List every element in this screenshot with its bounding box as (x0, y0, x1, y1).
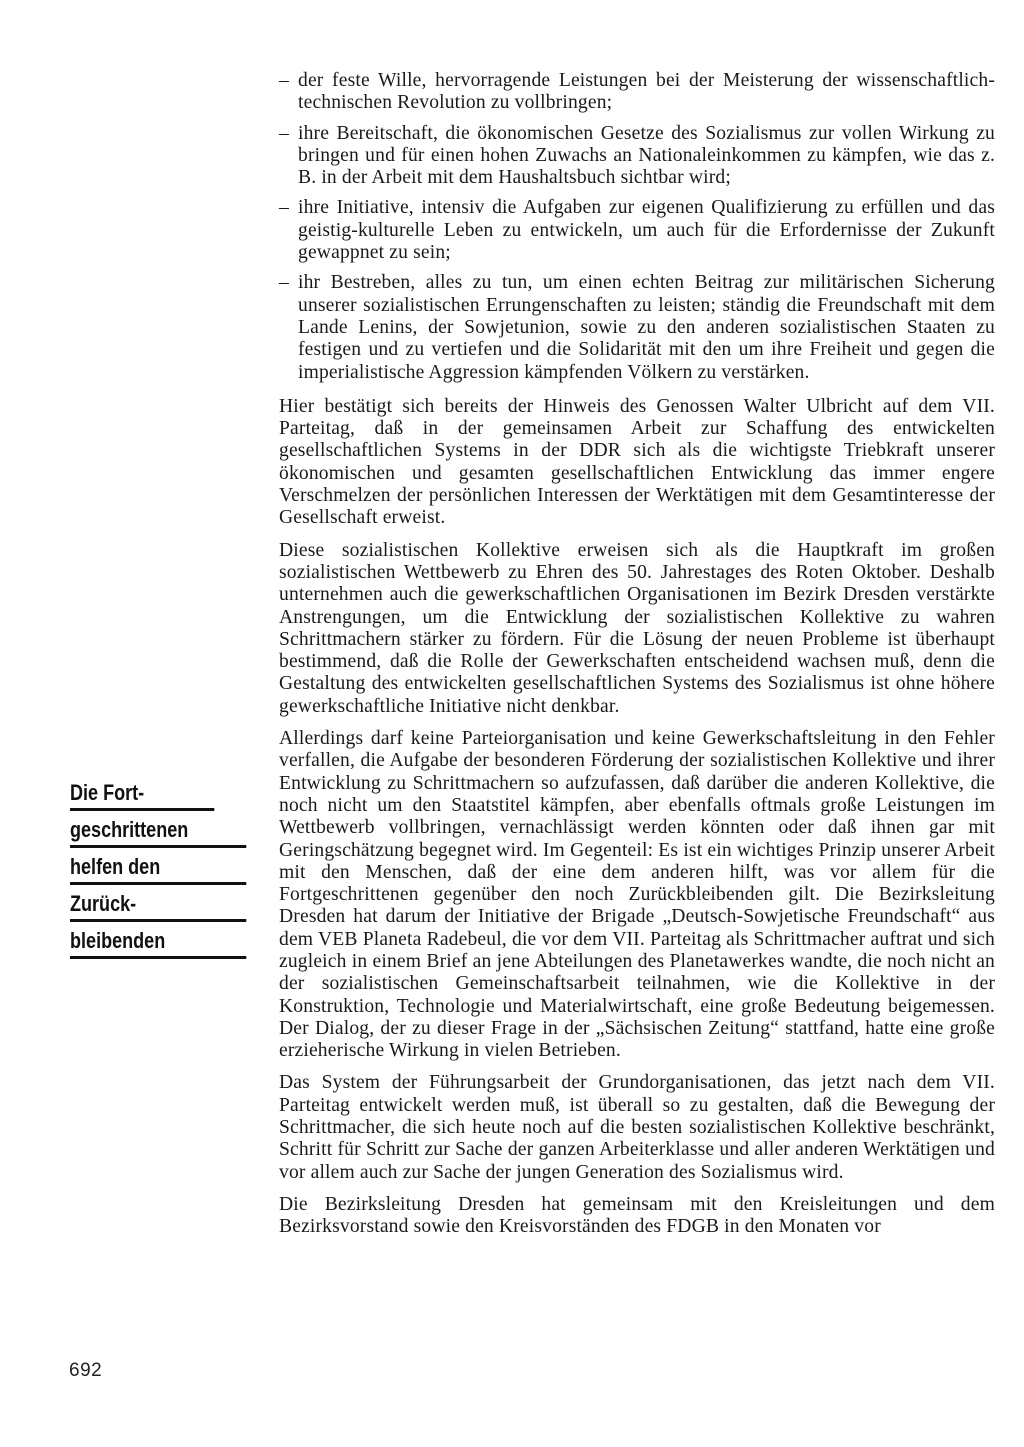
page-number: 692 (69, 1360, 103, 1381)
main-text-column (279, 70, 995, 1249)
dash-marker: – (279, 70, 289, 91)
marginal-heading-line: Zurück- (70, 888, 246, 922)
body-paragraph: Die Bezirksleitung Dresden hat gemeinsam mit den Kreisleitungen und dem Bezirksvorstand sowie den Kreisvorständen des FDGB in den Monaten vor (279, 1193, 995, 1238)
marginal-heading-line: geschrittenen (70, 814, 246, 848)
bullet-text: ihre Initiative, intensiv die Aufgaben zur eigenen Qualifizierung zu erfüllen und das geistig-kulturelle Leben zu entwickeln, um auch für die Erfordernisse der Zukunft gewappnet zu sein; (298, 197, 995, 264)
dash-marker: – (279, 197, 289, 219)
body-paragraph: Hier bestätigt sich bereits der Hinweis des Genossen Walter Ulbricht auf dem VII. Parteitag, daß in der gemeinsamen Arbeit zur Schaffung des entwickelten gesellschaftlichen Systems in der DDR sich als die wichtigste Triebkraft unserer ökonomischen und gesamten gesellschaftlichen Entwicklung das immer engere Verschmelzen der persönlichen Interessen der Werktätigen mit dem Gesamtinteresse der Gesellschaft erweist. (279, 395, 995, 529)
marginal-heading-line: bleibenden (70, 925, 246, 959)
bullet-list (279, 70, 995, 384)
bullet-item (279, 272, 995, 383)
dash-marker: – (279, 122, 289, 144)
bullet-text: der feste Wille, hervorragende Leistungen bei der Meisterung der wissenschaftlich-technischen Revolution zu vollbringen; (298, 70, 995, 114)
bullet-item (279, 123, 995, 190)
bullet-text: ihre Bereitschaft, die ökonomischen Gesetze des Sozialismus zur vollen Wirkung zu bringen und für einen hohen Zuwachs an Nationaleinkommen zu kämpfen, wie das z. B. in der Arbeit mit dem Haushaltsbuch sichtbar wird; (298, 122, 995, 189)
marginal-heading-line: Die Fort- (70, 777, 214, 811)
bullet-item (279, 70, 995, 115)
marginal-heading (70, 777, 246, 962)
bullet-item (279, 197, 995, 264)
body-paragraph: Das System der Führungsarbeit der Grundorganisationen, das jetzt nach dem VII. Parteitag entwickelt werden muß, ist überall so zu gestalten, daß die Bewegung der Schrittmacher, die sich heute noch auf die besten sozialistischen Kollektive beschränkt, Schritt für Schritt zur Sache der ganzen Arbeiterklasse und aller anderen Werktätigen und vor allem auch zur Sache der jungen Generation des Sozialismus wird. (279, 1072, 995, 1183)
marginal-heading-line: helfen den (70, 851, 246, 885)
dash-marker: – (279, 272, 289, 294)
bullet-text: ihr Bestreben, alles zu tun, um einen echten Beitrag zur militärischen Sicherung unserer sozialistischen Errungenschaften zu leisten; ständig die Freundschaft mit dem Lande Lenins, der Sowjetunion, sowie zu den anderen sozialistischen Staaten zu festigen und zu vertiefen und die Solidarität mit den um ihre Freiheit und gegen die imperialistische Aggression kämpfenden Völkern zu verstärken. (298, 272, 995, 383)
body-paragraph: Diese sozialistischen Kollektive erweisen sich als die Hauptkraft im großen sozialistischen Wettbewerb zu Ehren des 50. Jahrestages des Roten Oktober. Deshalb unternehmen auch die gewerkschaftlichen Organisationen im Bezirk Dresden verstärkte Anstrengungen, um die Entwicklung der sozialistischen Kollektive zu wahren Schrittmachern stärker zu fördern. Für die Lösung der neuen Probleme ist überhaupt bestimmend, daß die Rolle der Gewerkschaften entscheidend wachsen muß, denn die Gestaltung des entwickelten gesellschaftlichen Systems des Sozialismus ist ohne höhere gewerkschaftliche Initiative nicht denkbar. (279, 539, 995, 717)
body-paragraph: Allerdings darf keine Parteiorganisation und keine Gewerkschaftsleitung in den Fehler verfallen, die Aufgabe der besonderen Förderung der sozialistischen Kollektive und ihrer Entwicklung zu Schrittmachern so aufzufassen, daß darüber die anderen Kollektive, die noch nicht um den Staatstitel kämpfen, aber ebenfalls oftmals große Leistungen im Wettbewerb vollbringen, vernachlässigt werden könnten oder daß ihnen gar mit Geringschätzung begegnet wird. Im Gegenteil: Es ist ein wichtiges Prinzip unserer Arbeit mit den Menschen, daß der eine dem anderen hilft, was vor allem für die Fortgeschrittenen gegenüber den noch Zurückbleibenden gilt. Die Bezirksleitung Dresden hat darum der Initiative der Brigade „Deutsch-Sowjetische Freundschaft“ aus dem VEB Planeta Radebeul, die vor dem VII. Parteitag als Schrittmacher auftrat und sich zugleich in einem Brief an jene Abteilungen des Planetawerkes wandte, die noch nicht an der sozialistischen Gemeinschaftsarbeit teilnahmen, wie die Kollektive in der Konstruktion, Technologie und Materialwirtschaft, eine große Bedeutung beigemessen. Der Dialog, der zu dieser Frage in der „Sächsischen Zeitung“ stattfand, hatte eine große erzieherische Wirkung in vielen Betrieben. (279, 728, 995, 1062)
